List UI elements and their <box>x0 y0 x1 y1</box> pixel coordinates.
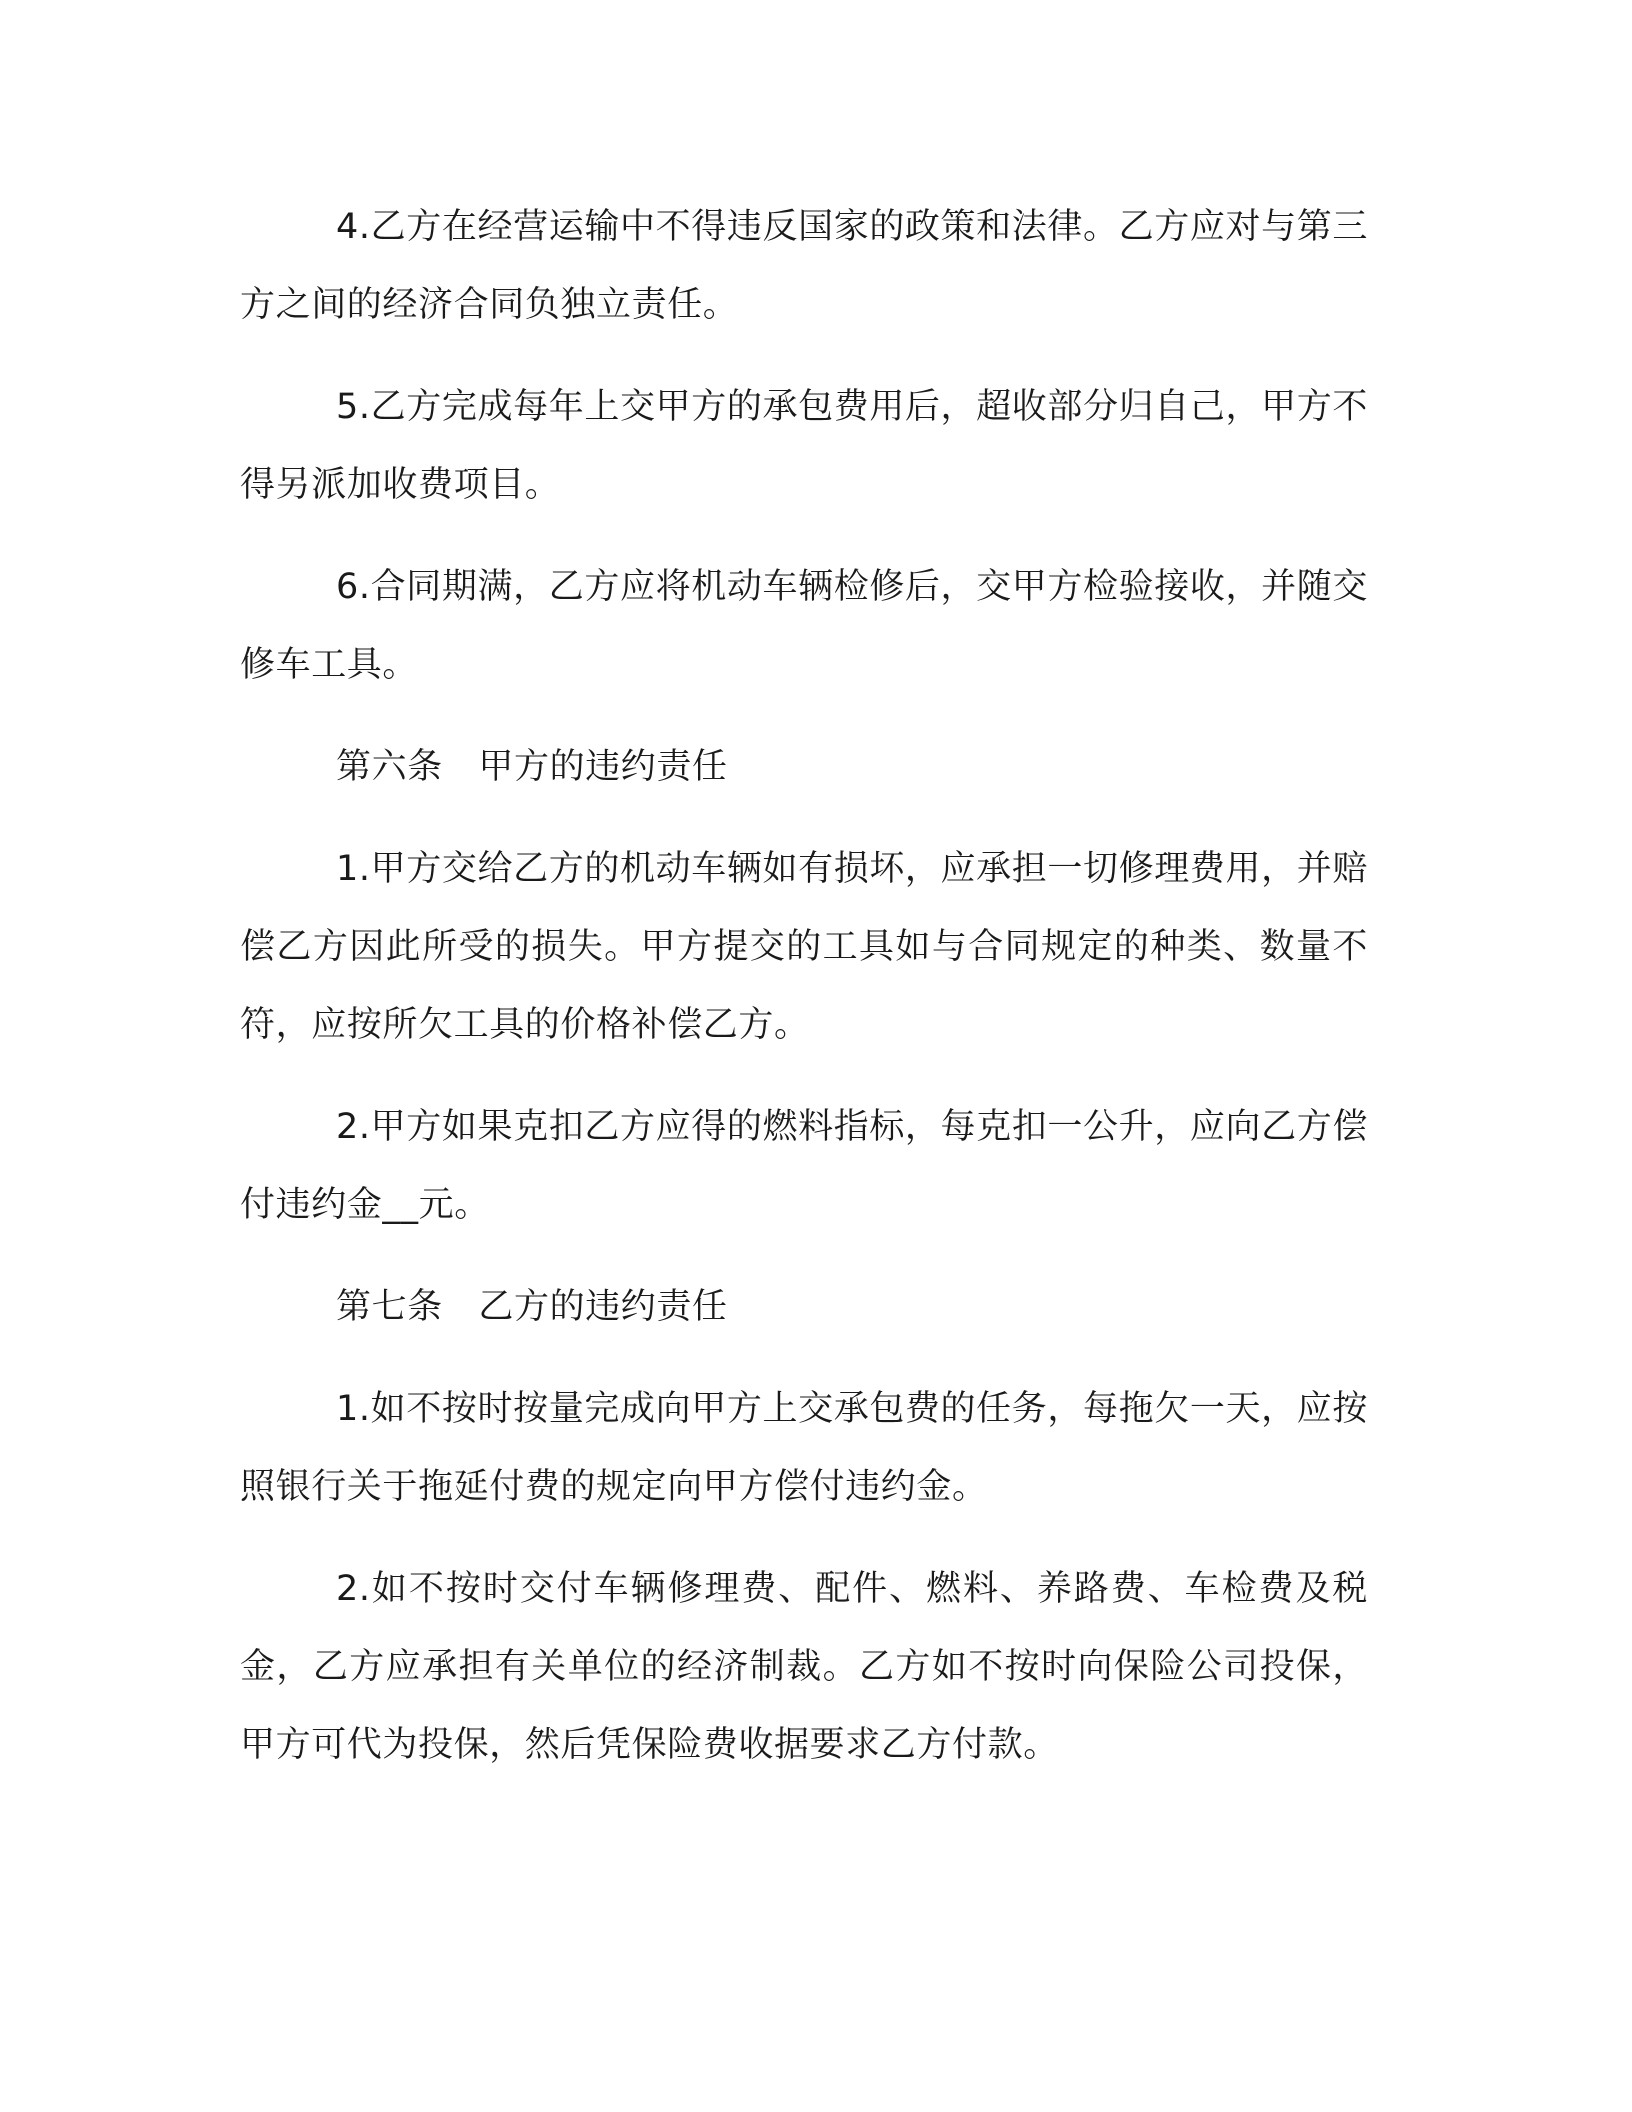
clause-5-item-6: 6.合同期满，乙方应将机动车辆检修后，交甲方检验接收，并随交修车工具。 <box>240 567 1368 685</box>
clause-5-item-5: 5.乙方完成每年上交甲方的承包费用后，超收部分归自己，甲方不得另派加收费项目。 <box>240 387 1368 505</box>
article-7-item-2: 2.如不按时交付车辆修理费、配件、燃料、养路费、车检费及税金，乙方应承担有关单位的经济制裁。乙方如不按时向保险公司投保，甲方可代为投保，然后凭保险费收据要求乙方付款。 <box>240 1569 1368 1765</box>
document-body <box>240 188 1368 1808</box>
article-6-item-2: 2.甲方如果克扣乙方应得的燃料指标，每克扣一公升，应向乙方偿付违约金__元。 <box>240 1107 1368 1225</box>
article-6-heading: 第六条 甲方的违约责任 <box>336 747 728 787</box>
article-6-item-1: 1.甲方交给乙方的机动车辆如有损坏，应承担一切修理费用，并赔偿乙方因此所受的损失。甲方提交的工具如与合同规定的种类、数量不符，应按所欠工具的价格补偿乙方。 <box>240 849 1368 1045</box>
article-7-item-1: 1.如不按时按量完成向甲方上交承包费的任务，每拖欠一天，应按照银行关于拖延付费的规定向甲方偿付违约金。 <box>240 1389 1368 1507</box>
article-7-heading: 第七条 乙方的违约责任 <box>336 1287 728 1327</box>
clause-5-item-4: 4.乙方在经营运输中不得违反国家的政策和法律。乙方应对与第三方之间的经济合同负独立责任。 <box>240 207 1368 325</box>
